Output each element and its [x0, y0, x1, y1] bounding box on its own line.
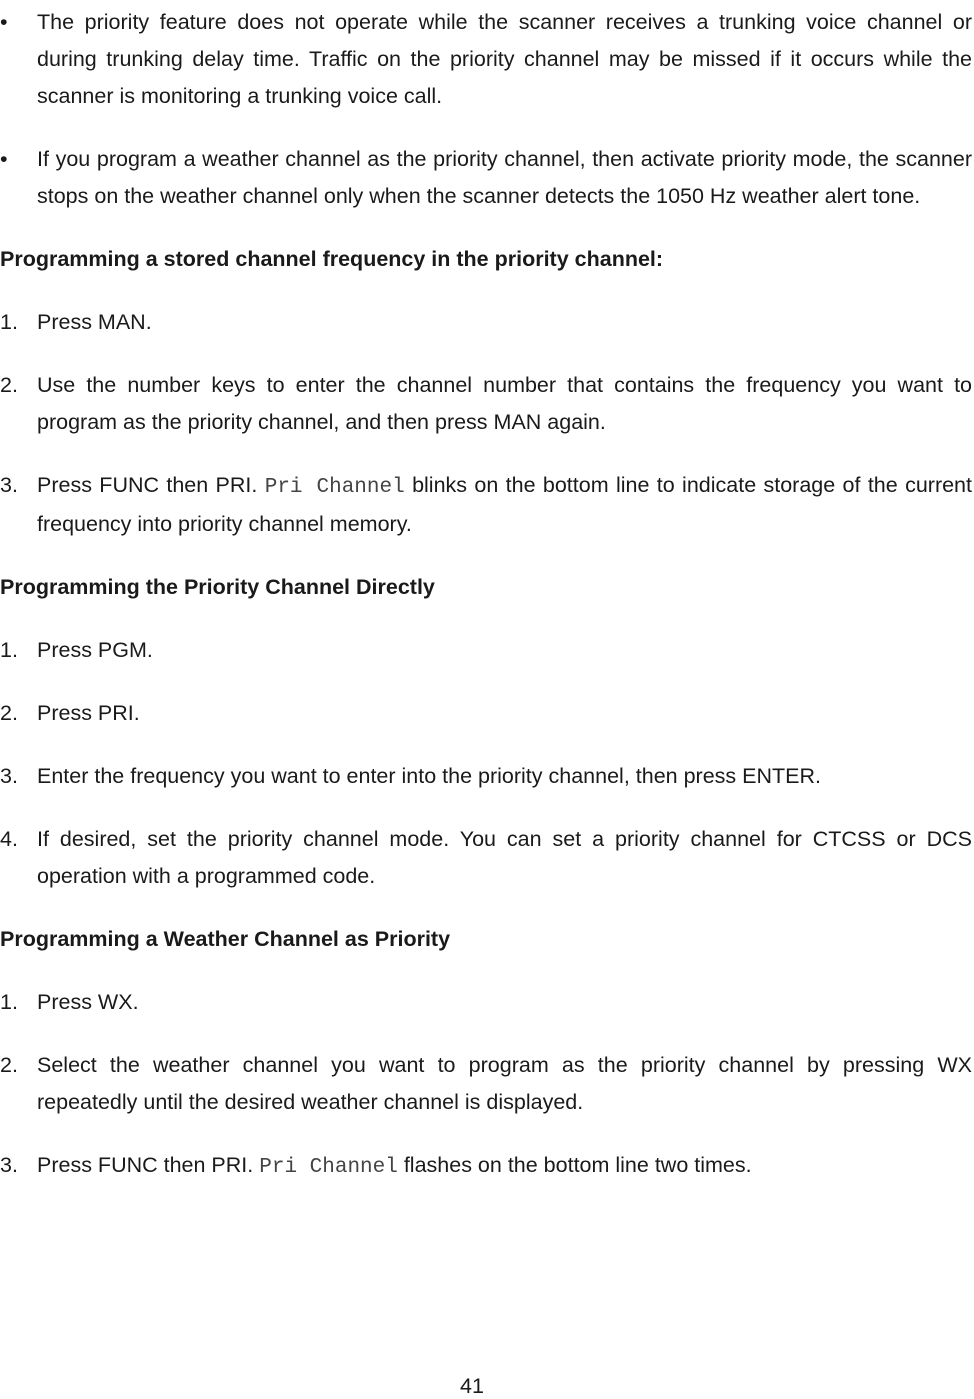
- bullet-marker: •: [0, 147, 8, 171]
- step-item: [0, 984, 972, 1021]
- step-text-before: Press FUNC then PRI.: [37, 473, 265, 497]
- bullet-item: [0, 141, 972, 215]
- step-item: [0, 304, 972, 341]
- step-number: 3.: [0, 764, 18, 788]
- step-text-after: blinks on the bottom line to indicate storage of the current frequency into priority channel memory.: [37, 473, 972, 536]
- manual-page: [0, 4, 972, 1186]
- step-item: [0, 367, 972, 441]
- page-number: 41: [460, 1374, 484, 1398]
- bullet-text: The priority feature does not operate while the scanner receives a trunking voice channel or during trunking delay time. Traffic on the priority channel may be missed if it occurs while the scanner is monitoring a trunking voice call.: [37, 10, 972, 108]
- step-item: [0, 758, 972, 795]
- step-text: Press PGM.: [37, 638, 153, 662]
- step-number: 3.: [0, 473, 18, 497]
- step-text-after: flashes on the bottom line two times.: [397, 1153, 752, 1177]
- step-item: [0, 695, 972, 732]
- step-item: [0, 632, 972, 669]
- section-heading: Programming a stored channel frequency in the priority channel:: [0, 247, 664, 271]
- step-item: [0, 1147, 972, 1186]
- step-text: Press PRI.: [37, 701, 140, 725]
- step-text: Use the number keys to enter the channel number that contains the frequency you want to program as the priority channel, and then press MAN again.: [37, 373, 972, 434]
- step-number: 2.: [0, 373, 18, 397]
- step-text: Press MAN.: [37, 310, 152, 334]
- step-number: 1.: [0, 638, 18, 662]
- bullet-marker: •: [0, 10, 8, 34]
- step-number: 2.: [0, 701, 18, 725]
- step-item: [0, 467, 972, 543]
- step-text: Enter the frequency you want to enter into the priority channel, then press ENTER.: [37, 764, 821, 788]
- display-text-code: Pri Channel: [259, 1156, 398, 1179]
- step-number: 2.: [0, 1053, 18, 1077]
- step-item: [0, 821, 972, 895]
- bullet-item: [0, 4, 972, 115]
- step-text: Press WX.: [37, 990, 139, 1014]
- step-text-before: Press FUNC then PRI.: [37, 1153, 260, 1177]
- step-number: 3.: [0, 1153, 18, 1177]
- section-heading: Programming the Priority Channel Directly: [0, 575, 435, 599]
- step-text: Select the weather channel you want to program as the priority channel by pressing WX repeatedly until the desired weather channel is displayed.: [37, 1053, 972, 1114]
- bullet-text: If you program a weather channel as the priority channel, then activate priority mode, the scanner stops on the weather channel only when the scanner detects the 1050 Hz weather alert tone.: [37, 147, 972, 208]
- step-number: 4.: [0, 827, 18, 851]
- section-heading: Programming a Weather Channel as Priority: [0, 927, 451, 951]
- step-text: If desired, set the priority channel mode. You can set a priority channel for CTCSS or DCS operation with a programmed code.: [37, 827, 972, 888]
- step-item: [0, 1047, 972, 1121]
- display-text-code: Pri Channel: [264, 476, 405, 499]
- step-number: 1.: [0, 310, 18, 334]
- step-number: 1.: [0, 990, 18, 1014]
